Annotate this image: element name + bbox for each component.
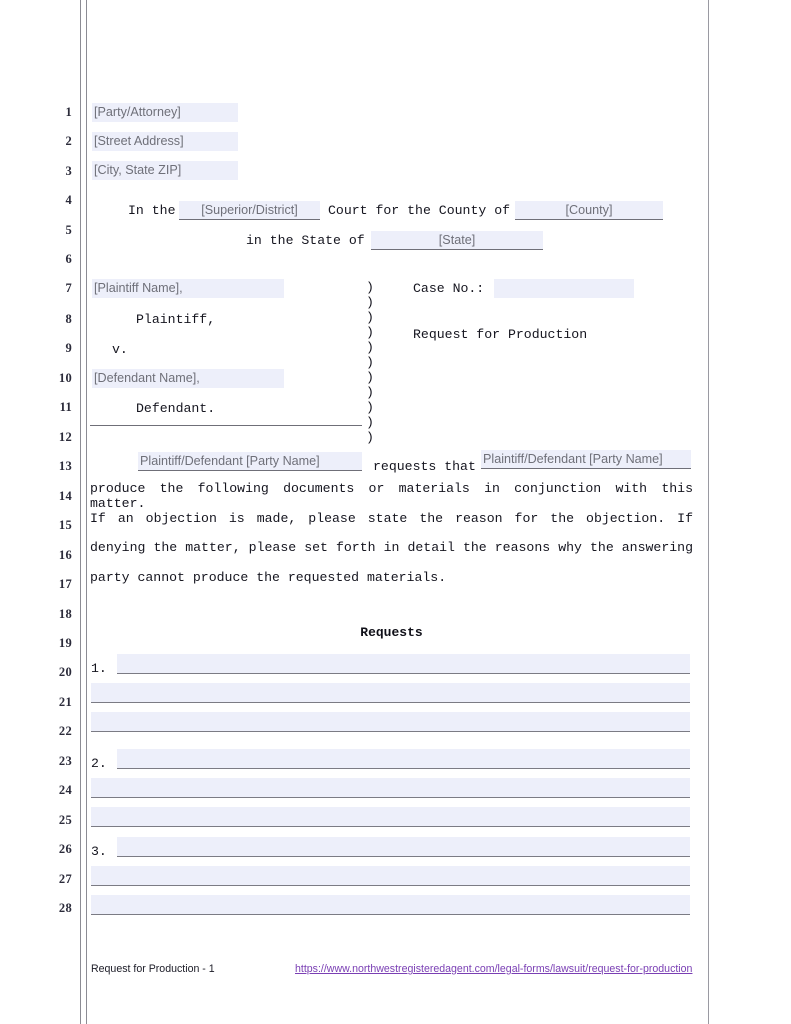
request-number-3: 3.: [91, 844, 107, 859]
line-number-4: 4: [65, 193, 72, 207]
state-line-prefix: in the State of: [246, 233, 365, 248]
body-paragraph-line-4: party cannot produce the requested materials.: [90, 570, 447, 585]
request-3-answer-line-1[interactable]: [117, 837, 690, 857]
line-number-2: 2: [65, 134, 72, 148]
document-type-label: Request for Production: [413, 327, 588, 342]
line-number-15: 15: [58, 518, 72, 532]
request-3-answer-line-3[interactable]: [91, 895, 690, 915]
body-paragraph-line-3: denying the matter, please set forth in detail the reasons why the answering: [90, 540, 693, 555]
line-number-6: 6: [65, 252, 72, 266]
caption-divider: [90, 425, 362, 426]
line-number-12: 12: [58, 430, 72, 444]
caption-paren-11: ): [366, 430, 374, 445]
street-address-field[interactable]: [Street Address]: [92, 132, 238, 151]
line-number-8: 8: [65, 312, 72, 326]
court-line-middle: Court for the County of: [328, 203, 511, 218]
caption-paren-9: ): [366, 400, 374, 415]
line-number-20: 20: [58, 665, 72, 679]
request-number-1: 1.: [91, 661, 107, 676]
line-number-5: 5: [65, 223, 72, 237]
line-number-24: 24: [58, 783, 72, 797]
request-1-answer-line-1[interactable]: [117, 654, 690, 674]
request-1-answer-line-2[interactable]: [91, 683, 690, 703]
versus-label: v.: [112, 342, 128, 357]
pleading-rule-left-inner: [86, 0, 87, 1024]
case-number-field[interactable]: [494, 279, 634, 298]
line-number-27: 27: [58, 872, 72, 886]
defendant-name-field[interactable]: [Defendant Name],: [92, 369, 284, 388]
line-number-25: 25: [58, 813, 72, 827]
line-number-21: 21: [58, 695, 72, 709]
request-2-answer-line-1[interactable]: [117, 749, 690, 769]
line-number-18: 18: [58, 607, 72, 621]
county-field[interactable]: [County]: [515, 201, 663, 220]
line-number-16: 16: [58, 548, 72, 562]
line-number-17: 17: [58, 577, 72, 591]
line-number-13: 13: [58, 459, 72, 473]
line-number-9: 9: [65, 341, 72, 355]
pleading-rule-left-outer: [80, 0, 81, 1024]
pleading-rule-right: [708, 0, 709, 1024]
caption-paren-3: ): [366, 310, 374, 325]
line-number-11: 11: [59, 400, 72, 414]
line-number-26: 26: [58, 842, 72, 856]
request-number-2: 2.: [91, 756, 107, 771]
request-2-answer-line-3[interactable]: [91, 807, 690, 827]
caption-paren-4: ): [366, 325, 374, 340]
city-state-zip-field[interactable]: [City, State ZIP]: [92, 161, 238, 180]
court-line-prefix: In the: [128, 203, 176, 218]
line-number-19: 19: [58, 636, 72, 650]
line-number-22: 22: [58, 724, 72, 738]
requests-that-connector: requests that: [373, 459, 476, 474]
requesting-party-field[interactable]: Plaintiff/Defendant [Party Name]: [138, 452, 362, 471]
line-number-7: 7: [65, 281, 72, 295]
footer-source-link[interactable]: https://www.northwestregisteredagent.com/legal-forms/lawsuit/request-for-production: [295, 963, 693, 975]
caption-paren-2: ): [366, 295, 374, 310]
footer-document-label: Request for Production - 1: [91, 963, 215, 975]
request-2-answer-line-2[interactable]: [91, 778, 690, 798]
line-number-10: 10: [58, 371, 72, 385]
plaintiff-label: Plaintiff,: [136, 312, 216, 327]
line-number-23: 23: [58, 754, 72, 768]
caption-paren-1: ): [366, 280, 374, 295]
case-number-label: Case No.:: [413, 281, 485, 296]
line-number-3: 3: [65, 164, 72, 178]
caption-paren-8: ): [366, 385, 374, 400]
body-paragraph-line-1: produce the following documents or materials in conjunction with this matter.: [90, 481, 693, 511]
body-paragraph-line-2: If an objection is made, please state the reason for the objection. If: [90, 511, 693, 526]
defendant-label: Defendant.: [136, 401, 216, 416]
party-attorney-field[interactable]: [Party/Attorney]: [92, 103, 238, 122]
court-type-field[interactable]: [Superior/District]: [179, 201, 320, 220]
caption-paren-6: ): [366, 355, 374, 370]
responding-party-field[interactable]: Plaintiff/Defendant [Party Name]: [481, 450, 691, 469]
line-number-28: 28: [58, 901, 72, 915]
request-1-answer-line-3[interactable]: [91, 712, 690, 732]
caption-paren-7: ): [366, 370, 374, 385]
caption-paren-10: ): [366, 415, 374, 430]
requests-heading: Requests: [360, 625, 423, 640]
caption-paren-5: ): [366, 340, 374, 355]
line-number-1: 1: [65, 105, 72, 119]
plaintiff-name-field[interactable]: [Plaintiff Name],: [92, 279, 284, 298]
request-3-answer-line-2[interactable]: [91, 866, 690, 886]
state-field[interactable]: [State]: [371, 231, 543, 250]
line-number-14: 14: [58, 489, 72, 503]
